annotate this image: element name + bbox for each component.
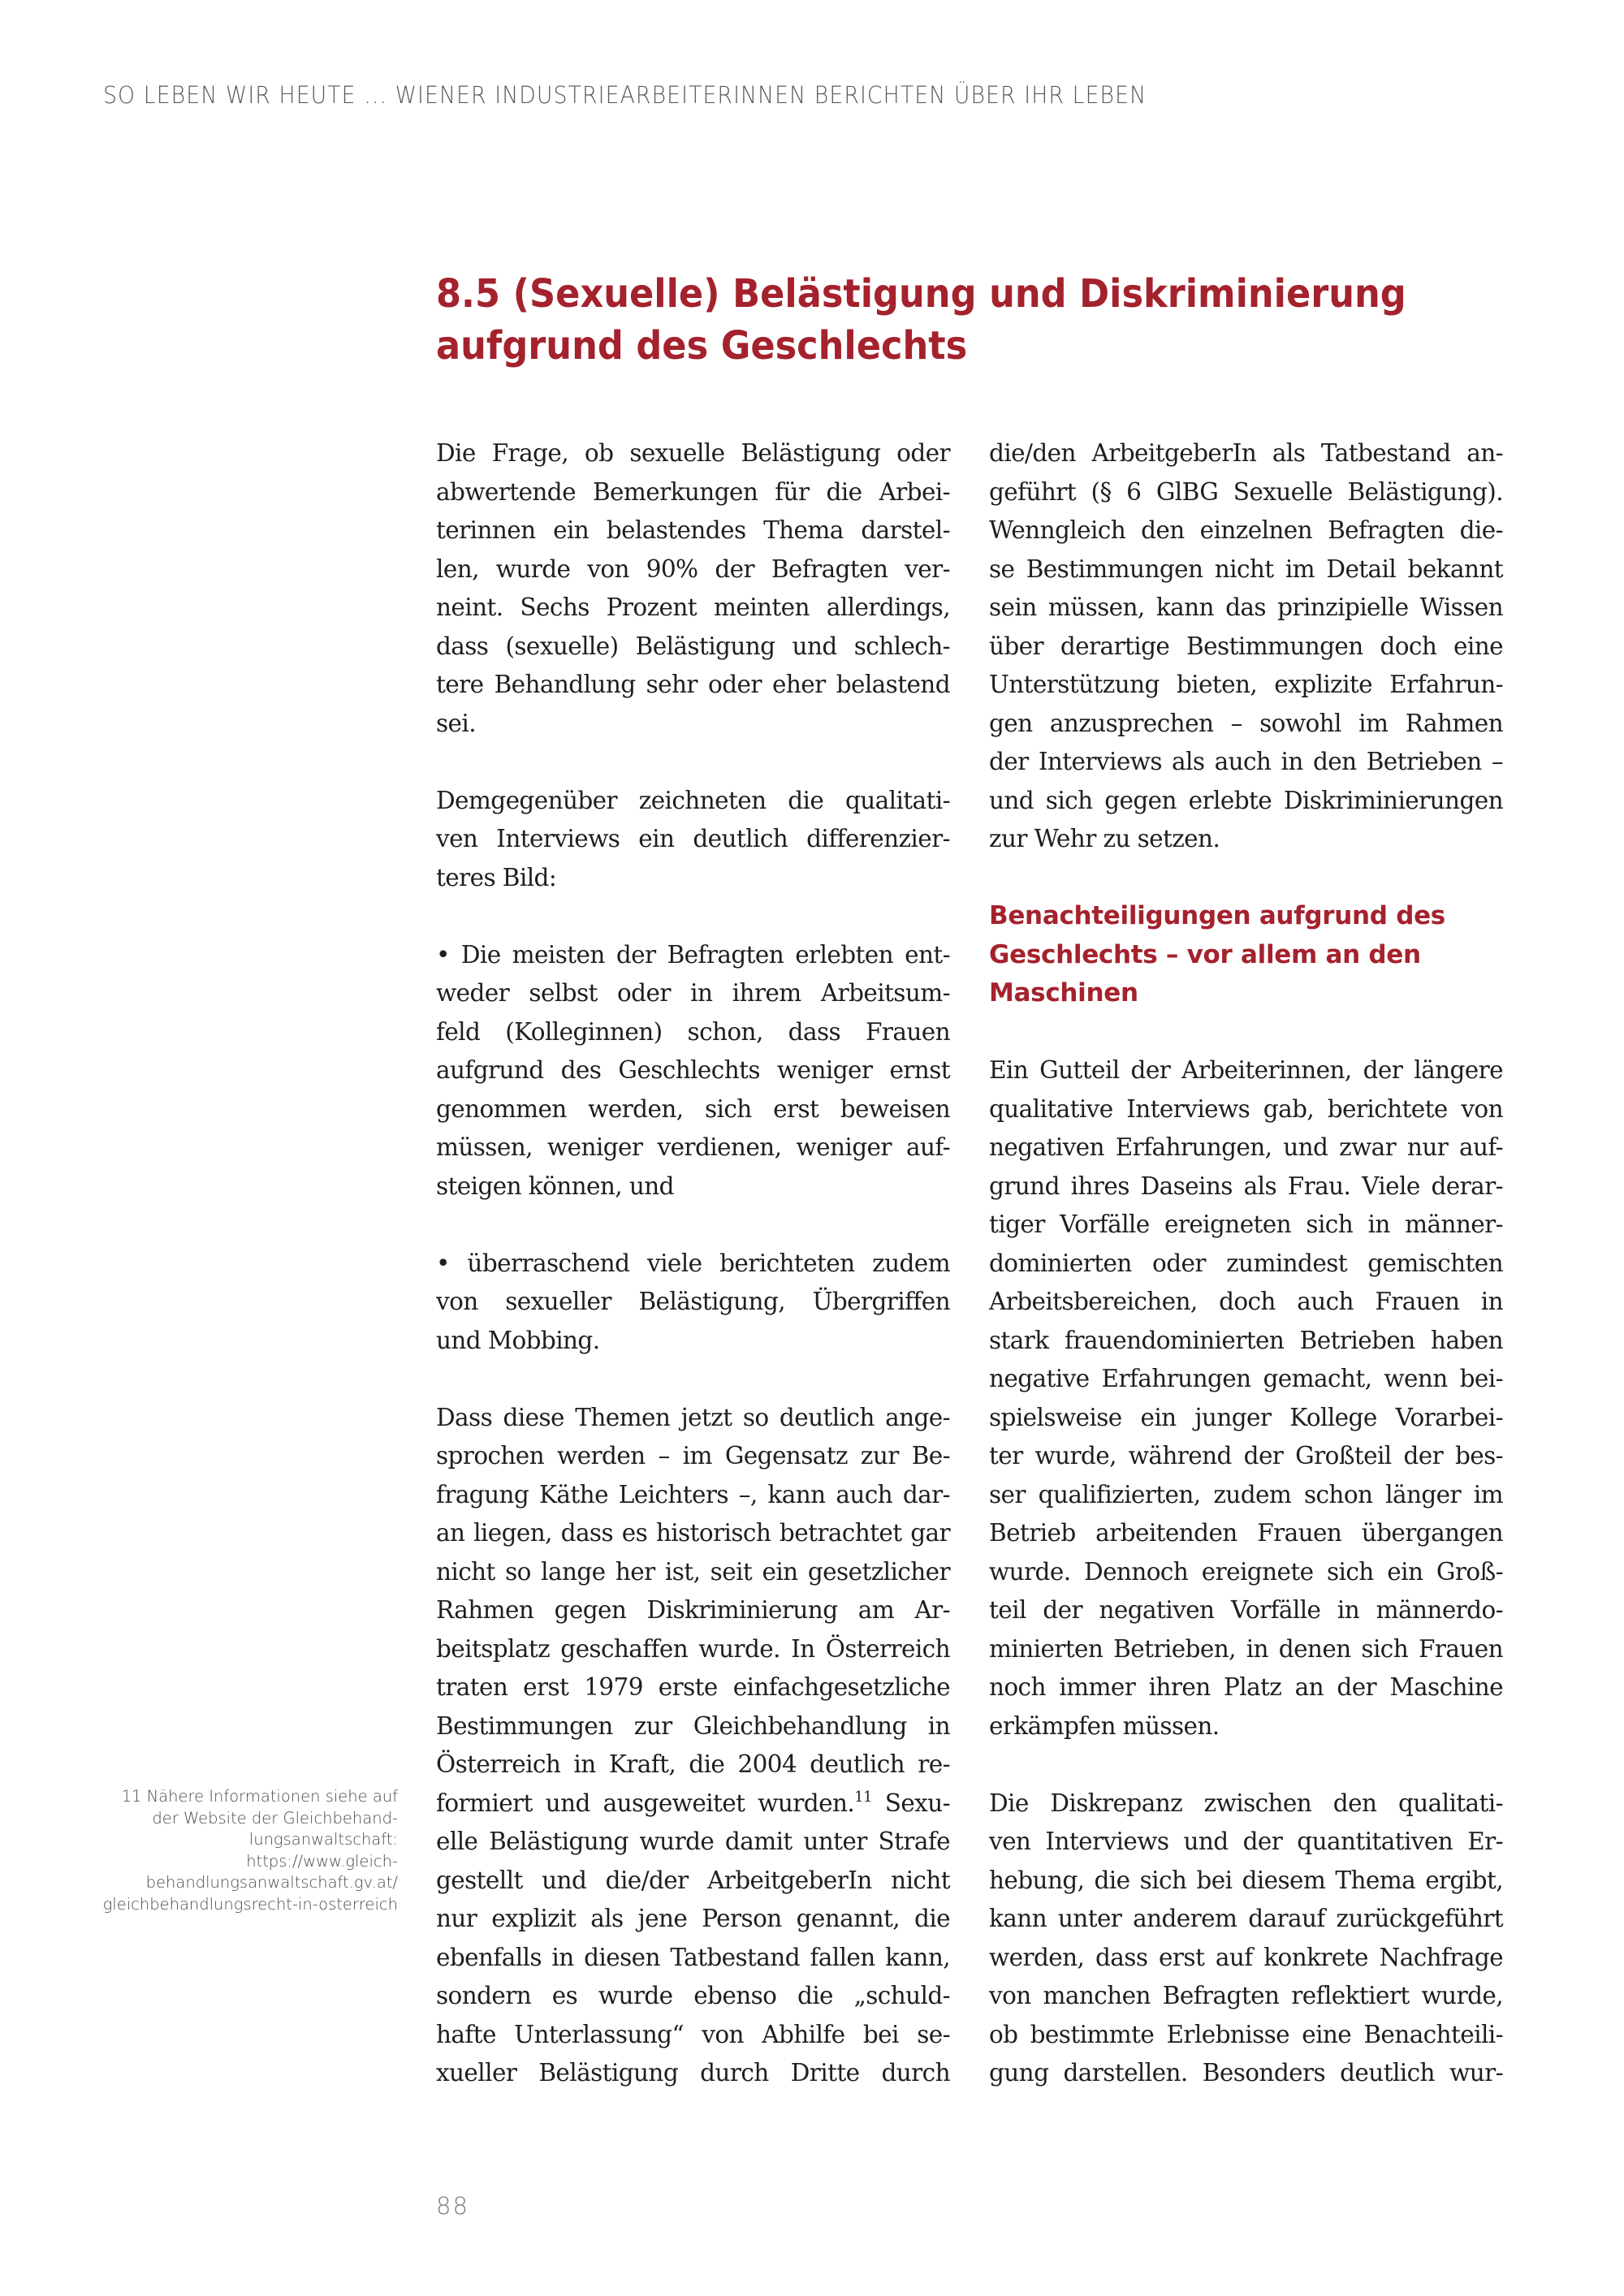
- bullet-item-2: [436, 1245, 950, 1361]
- text-line: noch immer ihren Platz an der Maschine: [989, 1673, 1503, 1701]
- text-line: terinnen ein belastendes Thema darstel-: [436, 516, 950, 544]
- text-line: len, wurde von 90% der Befragten ver-: [436, 555, 950, 583]
- footnote-11: [57, 1786, 398, 1915]
- text-line: über derartige Bestimmungen doch eine: [989, 632, 1503, 660]
- text-line: abwertende Bemerkungen für die Arbei-: [436, 477, 950, 506]
- text-line: gen anzusprechen – sowohl im Rahmen: [989, 709, 1503, 737]
- text-line: ebenfalls in diesen Tatbestand fallen kann,: [436, 1943, 950, 1971]
- footnote-line: 11 Nähere Informationen siehe auf: [121, 1787, 398, 1806]
- text-line: sondern es wurde ebenso die „schuld-: [436, 1982, 950, 2009]
- text-line: dass (sexuelle) Belästigung und schlech-: [436, 632, 950, 660]
- paragraph-qualitative-intro: [436, 782, 950, 898]
- paragraph-survey-result: [436, 434, 950, 743]
- text-line: von sexueller Belästigung, Übergriffen: [436, 1288, 950, 1315]
- text-line: qualitative Interviews gab, berichtete von: [989, 1094, 1503, 1123]
- text-line: ven Interviews und der quantitativen Er-: [989, 1828, 1503, 1855]
- subsection-heading-line: Benachteiligungen aufgrund des: [989, 901, 1445, 930]
- text-line: minierten Betrieben, in denen sich Frauen: [989, 1634, 1503, 1663]
- text-line: von manchen Befragten reflektiert wurde,: [989, 1982, 1503, 2009]
- paragraph-discrepancy: [989, 1785, 1503, 2093]
- text-line: elle Belästigung wurde damit unter Strafe: [436, 1828, 950, 1855]
- text-line: • Die meisten der Befragten erlebten ent-: [436, 940, 950, 969]
- text-line: hafte Unterlassung“ von Abhilfe bei se-: [436, 2020, 950, 2048]
- text-line: feld (Kolleginnen) schon, dass Frauen: [436, 1017, 950, 1046]
- text-line: Unterstützung bieten, explizite Erfahrun-: [989, 671, 1503, 698]
- text-line: nicht so lange her ist, seit ein gesetzlicher: [436, 1557, 950, 1586]
- footnote-line: lungsanwaltschaft:: [248, 1830, 398, 1849]
- section-title: [436, 268, 1440, 372]
- bullet-item-1: [436, 936, 950, 1206]
- text-line: Arbeitsbereichen, doch auch Frauen in: [989, 1288, 1503, 1315]
- text-line: hebung, die sich bei diesem Thema ergibt,: [989, 1866, 1503, 1894]
- section-title-line-2: aufgrund des Geschlechts: [436, 323, 968, 369]
- footnote-url-line[interactable]: behandlungsanwaltschaft.gv.at/: [145, 1873, 398, 1892]
- subsection-heading-line: Maschinen: [989, 978, 1138, 1008]
- text-line: ter wurde, während der Großteil der bes-: [989, 1442, 1503, 1470]
- text-line: die/den ArbeitgeberIn als Tatbestand an-: [989, 439, 1503, 467]
- text-line: Bestimmungen zur Gleichbehandlung in: [436, 1711, 950, 1740]
- text-line: stark frauendominierten Betrieben haben: [989, 1326, 1503, 1354]
- text-line: dominierten oder zumindest gemischten: [989, 1249, 1503, 1277]
- text-line: genommen werden, sich erst beweisen: [436, 1094, 950, 1123]
- text-line: neint. Sechs Prozent meinten allerdings,: [436, 593, 950, 621]
- text-line: Ein Gutteil der Arbeiterinnen, der längere: [989, 1056, 1503, 1084]
- text-line: tiger Vorfälle ereigneten sich in männer-: [989, 1211, 1503, 1238]
- text-line: aufgrund des Geschlechts weniger ernst: [436, 1056, 950, 1084]
- text-line: sein müssen, kann das prinzipielle Wissen: [989, 593, 1503, 621]
- text-line: Demgegenüber zeichneten die qualitati-: [436, 786, 950, 814]
- text-line: Rahmen gegen Diskriminierung am Ar-: [436, 1596, 950, 1624]
- text-line: Die Frage, ob sexuelle Belästigung oder: [436, 439, 950, 467]
- text-line: ser qualifizierten, zudem schon länger im: [989, 1480, 1503, 1508]
- text-line: traten erst 1979 erste einfachgesetzliche: [436, 1673, 950, 1701]
- text-line: se Bestimmungen nicht im Detail bekannt: [989, 555, 1503, 583]
- paragraph-legal-continuation: [989, 434, 1503, 859]
- text-line: negativen Erfahrungen, und zwar nur auf-: [989, 1133, 1503, 1161]
- text-line: zur Wehr zu setzen.: [989, 825, 1220, 852]
- text-line: kann unter anderem darauf zurückgeführt: [989, 1905, 1503, 1932]
- text-line: teres Bild:: [436, 863, 557, 891]
- section-title-line-1: 8.5 (Sexuelle) Belästigung und Diskriminierung: [436, 271, 1406, 317]
- text-line: und sich gegen erlebte Diskriminierungen: [989, 786, 1503, 814]
- text-line: gestellt und die/der ArbeitgeberIn nicht: [436, 1866, 950, 1894]
- footnote-url-line[interactable]: https://www.gleich-: [246, 1851, 398, 1871]
- text-line: werden, dass erst auf konkrete Nachfrage: [989, 1943, 1503, 1971]
- text-line: • überraschend viele berichteten zudem: [436, 1249, 950, 1277]
- text-line: ven Interviews ein deutlich differenzier-: [436, 825, 950, 852]
- left-text-column: [436, 434, 950, 2093]
- text-line-with-footnote: [436, 1785, 950, 1823]
- text-line: negative Erfahrungen gemacht, wenn bei-: [989, 1365, 1503, 1392]
- footnote-reference[interactable]: 11: [854, 1788, 872, 1806]
- text-line: xueller Belästigung durch Dritte durch: [436, 2059, 950, 2087]
- text-line: ob bestimmte Erlebnisse eine Benachteili-: [989, 2020, 1503, 2048]
- subsection-heading-line: Geschlechts – vor allem an den: [989, 939, 1421, 969]
- page-number: 88: [436, 2192, 469, 2220]
- text-line: Dass diese Themen jetzt so deutlich ange-: [436, 1403, 950, 1431]
- text-line: tere Behandlung sehr oder eher belastend: [436, 671, 950, 698]
- text-line: Österreich in Kraft, die 2004 deutlich re-: [436, 1750, 950, 1778]
- paragraph-legal-framework: [436, 1399, 950, 2093]
- running-header: SO LEBEN WIR HEUTE ... WIENER INDUSTRIEARBEITERINNEN BERICHTEN ÜBER IHR LEBEN: [103, 81, 1147, 109]
- text-line: geführt (§ 6 GlBG Sexuelle Belästigung).: [989, 477, 1503, 506]
- text-line: und Mobbing.: [436, 1326, 600, 1354]
- text-line: an liegen, dass es historisch betrachtet gar: [436, 1519, 950, 1547]
- text-line: müssen, weniger verdienen, weniger auf-: [436, 1133, 950, 1161]
- footnote-line: der Website der Gleichbehand-: [152, 1808, 398, 1828]
- text-line: sei.: [436, 709, 477, 737]
- text-line: gung darstellen. Besonders deutlich wur-: [989, 2059, 1503, 2087]
- text-line: teil der negativen Vorfälle in männerdo-: [989, 1596, 1503, 1624]
- text-line: erkämpfen müssen.: [989, 1711, 1220, 1740]
- text-line: beitsplatz geschaffen wurde. In Österreich: [436, 1634, 950, 1663]
- text-line: steigen können, und: [436, 1172, 674, 1200]
- text-line: Die Diskrepanz zwischen den qualitati-: [989, 1789, 1503, 1817]
- subsection-heading: [989, 897, 1503, 1013]
- text-fragment: formiert und ausgeweitet wurden.: [436, 1789, 855, 1817]
- text-line: nur explizit als jene Person genannt, die: [436, 1905, 950, 1932]
- right-text-column: [989, 434, 1503, 2093]
- text-line: spielsweise ein junger Kollege Vorarbei-: [989, 1403, 1503, 1431]
- text-line: der Interviews als auch in den Betrieben –: [989, 748, 1503, 775]
- text-line: weder selbst oder in ihrem Arbeitsum-: [436, 979, 950, 1007]
- text-line: fragung Käthe Leichters –, kann auch dar-: [436, 1480, 950, 1508]
- text-line: grund ihres Daseins als Frau. Viele derar-: [989, 1172, 1503, 1200]
- text-line: wurde. Dennoch ereignete sich ein Groß-: [989, 1557, 1503, 1586]
- paragraph-negative-experiences: [989, 1051, 1503, 1746]
- footnote-url-line[interactable]: gleichbehandlungsrecht-in-osterreich: [102, 1894, 398, 1914]
- text-line: sprochen werden – im Gegensatz zur Be-: [436, 1442, 950, 1470]
- text-fragment: Sexu-: [871, 1789, 950, 1817]
- text-line: Wenngleich den einzelnen Befragten die-: [989, 516, 1503, 544]
- text-line: Betrieb arbeitenden Frauen übergangen: [989, 1519, 1503, 1547]
